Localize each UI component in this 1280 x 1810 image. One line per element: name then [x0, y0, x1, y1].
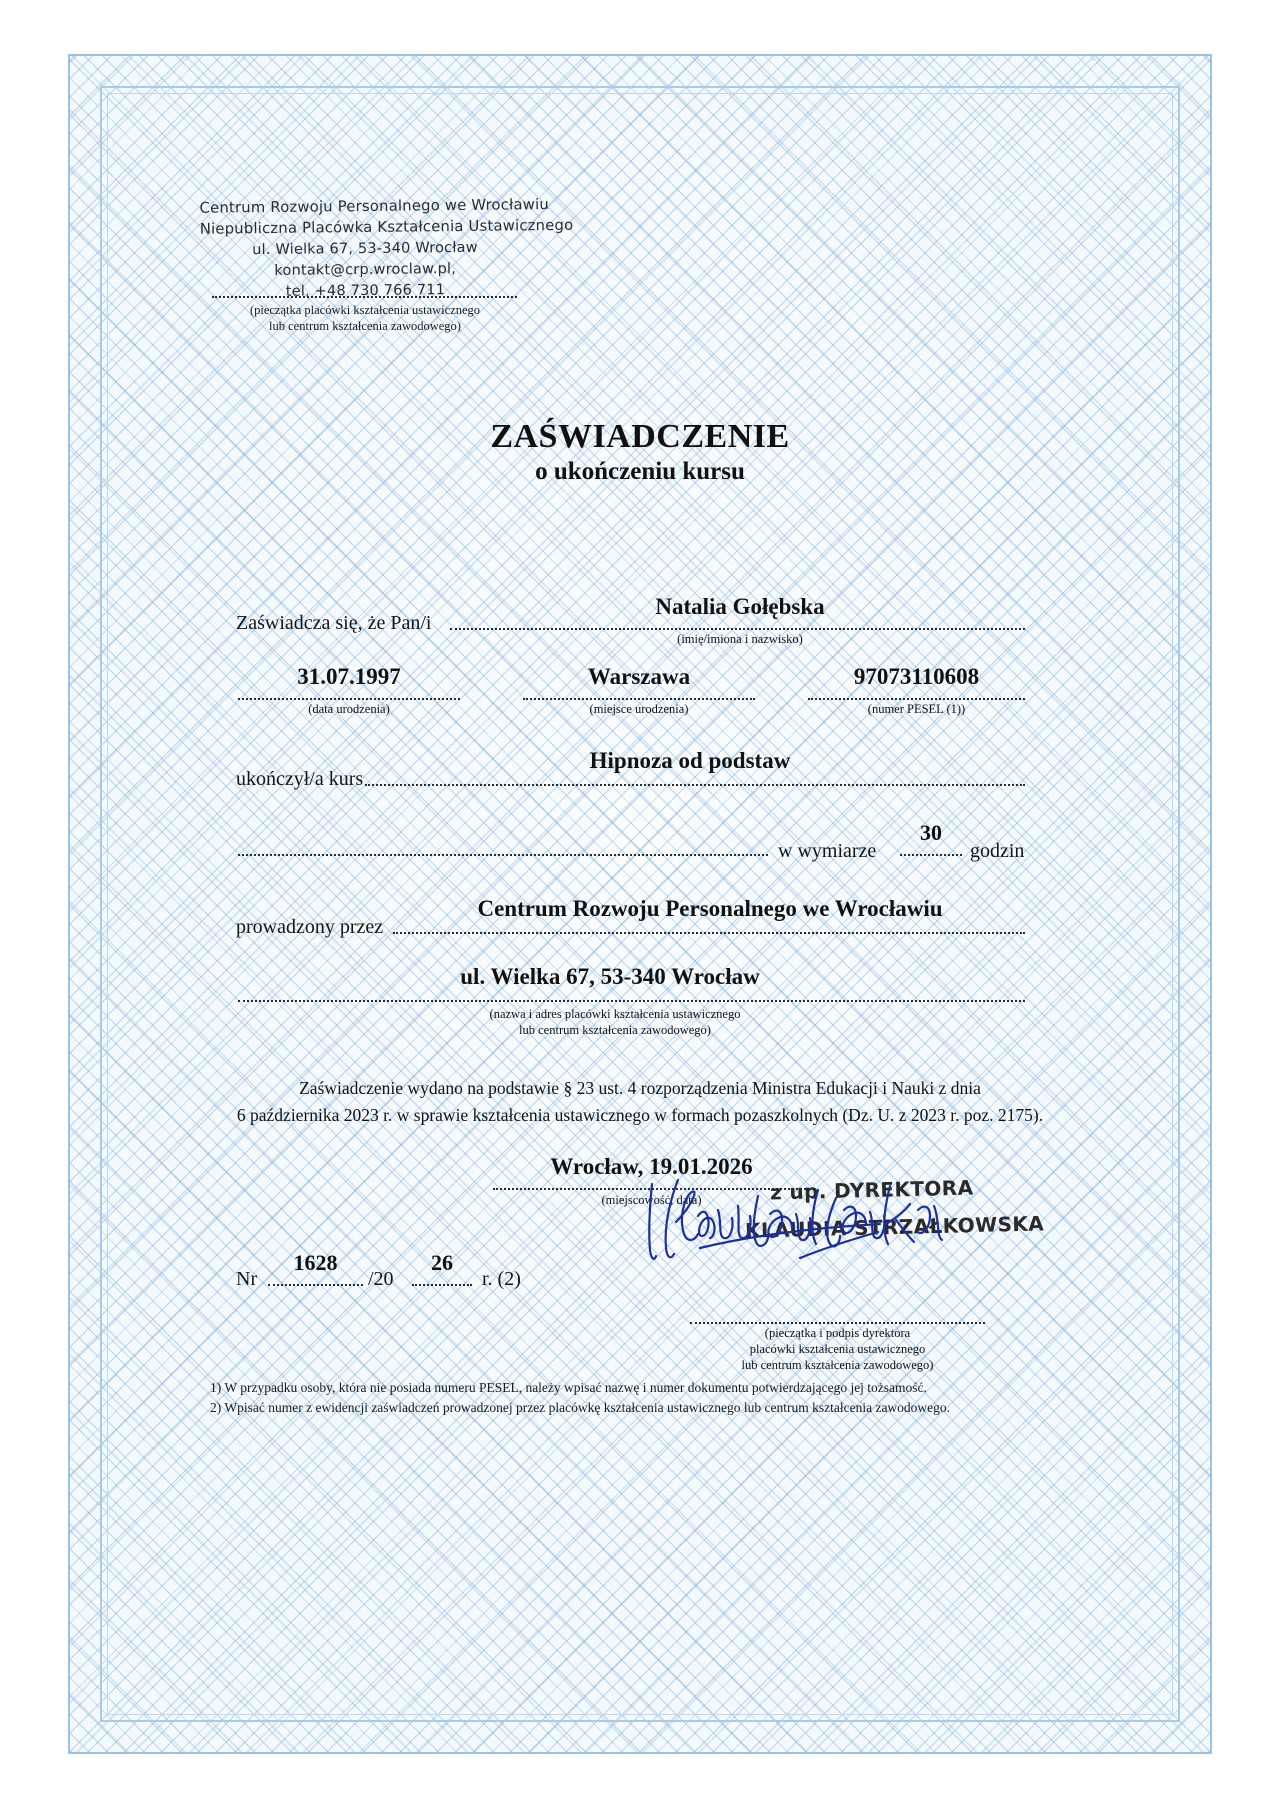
- birth-place-caption: (miejsce urodzenia): [589, 702, 689, 716]
- pesel-dotted-line: [808, 698, 1025, 700]
- director-caption-line-2: placówki kształcenia ustawicznego: [749, 1342, 926, 1356]
- director-stamp-bottom-line: KLAUDIA STRZAŁKOWSKA: [744, 1211, 1045, 1243]
- legal-basis-line-2: 6 października 2023 r. w sprawie kształcenia ustawicznego w formach pozaszkolnych (Dz. U. z 2023 r. poz. 2175).: [236, 1105, 1044, 1126]
- provider-caption-line-2: lub centrum kształcenia zawodowego): [519, 1023, 711, 1037]
- birth-place-dotted-line: [523, 698, 755, 700]
- legal-basis-line-1: Zaświadczenie wydano na podstawie § 23 ust. 4 rozporządzenia Ministra Edukacji i Nauki z dnia: [299, 1078, 981, 1098]
- number-year-value: 26: [431, 1250, 453, 1275]
- person-label: Zaświadcza się, że Pan/i: [236, 612, 432, 634]
- provider-dotted-line: [393, 932, 1025, 934]
- course-name-value: Hipnoza od podstaw: [589, 748, 791, 773]
- director-caption-line-1: (pieczątka i podpis dyrektora: [764, 1326, 911, 1340]
- place-date-value: Wrocław, 19.01.2026: [550, 1154, 753, 1179]
- course-second-dotted-line: [238, 854, 768, 856]
- pesel-caption: (numer PESEL (1)): [867, 702, 966, 716]
- institution-stamp-caption-line-1: (pieczątka placówki kształcenia ustawicznego: [249, 303, 481, 317]
- birth-date-caption: (data urodzenia): [308, 702, 390, 716]
- person-name-value: Natalia Gołębska: [655, 594, 825, 619]
- person-dotted-line: [450, 628, 1025, 630]
- birth-date-value: 31.07.1997: [297, 664, 401, 689]
- number-suffix: r. (2): [482, 1268, 521, 1290]
- provider-address-dotted-line: [238, 1000, 1025, 1002]
- number-year-dotted-line: [412, 1284, 472, 1286]
- footnote-1: 1) W przypadku osoby, która nie posiada numeru PESEL, należy wpisać nazwę i numer dokumentu potwierdzającego jej tożsamość.: [210, 1380, 927, 1395]
- person-caption: (imię/imiona i nazwisko): [677, 632, 803, 646]
- legal-basis-text: [220, 1075, 1060, 1129]
- pesel-value: 97073110608: [853, 664, 980, 689]
- provider-label: prowadzony przez: [236, 916, 384, 938]
- place-date-caption: (miejscowość, data): [601, 1193, 702, 1207]
- director-signature-dotted-line: [690, 1322, 985, 1324]
- director-caption-line-3: lub centrum kształcenia zawodowego): [741, 1358, 934, 1372]
- footnote-2: 2) Wpisać numer z ewidencji zaświadczeń prowadzonej przez placówkę kształcenia ustawicznego lub centrum kształcenia zawodowego.: [210, 1400, 951, 1416]
- hours-label-after: godzin: [970, 840, 1025, 862]
- provider-address-value: ul. Wielka 67, 53-340 Wrocław: [460, 964, 760, 989]
- institution-stamp-line-2: Niepubliczna Placówka Kształcenia Ustawicznego: [199, 217, 574, 239]
- number-year-prefix: /20: [368, 1268, 394, 1290]
- number-label: Nr: [236, 1268, 258, 1290]
- institution-stamp-line-1: Centrum Rozwoju Personalnego we Wrocławiu: [199, 196, 550, 217]
- hours-dotted-line: [900, 854, 962, 856]
- hours-label-before: w wymiarze: [778, 840, 877, 862]
- number-dotted-line: [268, 1284, 363, 1286]
- institution-stamp-line-5: tel. +48 730 766 711: [285, 282, 446, 300]
- institution-stamp-caption: [190, 303, 540, 334]
- birth-place-value: Warszawa: [587, 664, 691, 689]
- institution-stamp: [199, 194, 574, 303]
- provider-name-value: Centrum Rozwoju Personalnego we Wrocławiu: [477, 896, 943, 921]
- course-label: ukończył/a kurs: [236, 768, 364, 790]
- course-dotted-line: [365, 784, 1025, 786]
- hours-value: 30: [920, 820, 942, 845]
- birth-date-dotted-line: [238, 698, 460, 700]
- director-handwritten-signature: [640, 1170, 960, 1280]
- document-subtitle: o ukończeniu kursu: [535, 458, 745, 485]
- institution-stamp-dotted-line: [212, 296, 517, 298]
- institution-stamp-line-4: kontakt@crp.wroclaw.pl,: [274, 260, 457, 279]
- number-value: 1628: [293, 1250, 338, 1275]
- footnotes: [210, 1378, 1110, 1419]
- provider-caption-line-1: (nazwa i adres placówki kształcenia ustawicznego: [489, 1007, 741, 1021]
- institution-stamp-line-3: ul. Wielka 67, 53-340 Wrocław: [252, 239, 478, 259]
- institution-stamp-caption-line-2: lub centrum kształcenia zawodowego): [269, 318, 461, 333]
- document-title: ZAŚWIADCZENIE: [490, 418, 790, 455]
- director-stamp-top-line: z up. DYREKTORA: [769, 1175, 974, 1205]
- signature-ink-icon: [640, 1170, 960, 1275]
